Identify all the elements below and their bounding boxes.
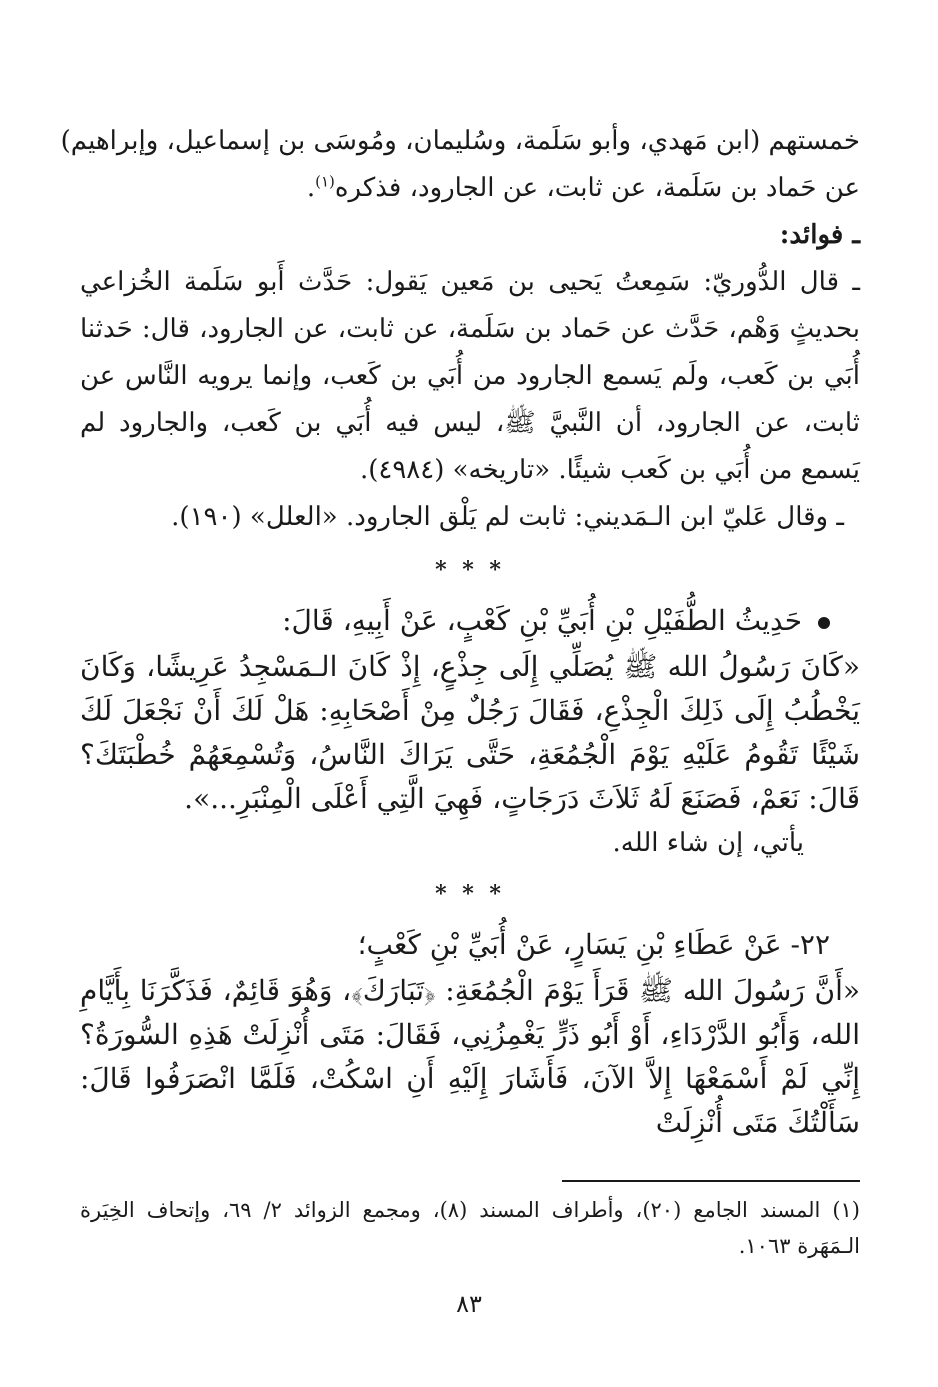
text-line-2: عن حَماد بن سَلَمة، عن ثابت، عن الجارود، فذكره$^{(١)}$. [306,172,860,203]
footnote-marker[interactable]: (١) [315,172,335,191]
hadith-heading-text: حَدِيثُ الطُّفَيْلِ بْنِ أُبَيِّ بْنِ كَعْبٍ، عَنْ أَبِيهِ، قَالَ: [282,604,802,637]
text-line-2-body: عن حَماد بن سَلَمة، عن ثابت، عن الجارود، فذكره [334,173,860,203]
hadith-22-heading: ٢٢- عَنْ عَطَاءِ بْنِ يَسَارٍ، عَنْ أُبَيِّ بْنِ كَعْبٍ؛ [357,928,830,961]
benefits-heading: ـ فوائد: [779,220,860,250]
footnote-divider [562,1180,860,1182]
paragraph-madini: ـ وقال عَليّ ابن الـمَديني: ثابت لم يَلْق الجارود. «العلل» (١٩٠). [171,502,844,532]
section-separator-2: * * * [435,881,505,907]
hadith-22-body: «أَنَّ رَسُولَ الله ﷺ قَرَأَ يَوْمَ الْجُمُعَةِ: ﴿تَبَارَكَ﴾، وَهُوَ قَائِمٌ، فَذَكَّرَنَا بِأَيَّامِ الله، وَأَبُو الدَّرْدَاءِ، أَوْ أَبُو ذَرٍّ يَغْمِزُنِي، فَقَالَ: مَتَى أُنْزِلَتْ هَذِهِ السُّورَةُ؟ إِنِّي لَمْ أَسْمَعْهَا إِلاَّ الآنَ، فَأَشَارَ إِلَيْهِ أَنِ اسْكُتْ، فَلَمَّا انْصَرَفُوا قَالَ: سَأَلْتُكَ مَتَى أُنْزِلَتْ [80,974,860,1139]
hadith-heading-tufail [80,597,860,645]
hadith-reference-note: يأتي، إن شاء الله. [612,828,804,858]
hadith-body-tufail: «كَانَ رَسُولُ الله ﷺ يُصَلِّي إِلَى جِذْعٍ، إِذْ كَانَ الـمَسْجِدُ عَرِيشًا، وَكَانَ يَخْطُبُ إِلَى ذَلِكَ الْجِذْعِ، فَقَالَ رَجُلٌ مِنْ أَصْحَابِهِ: هَلْ لَكَ أَنْ نَجْعَلَ لَكَ شَيْئًا تَقُومُ عَلَيْهِ يَوْمَ الْجُمُعَةِ، حَتَّى يَرَاكَ النَّاسُ، وَتُسْمِعَهُمْ خُطْبَتَكَ؟ قَالَ: نَعَمْ، فَصَنَعَ لَهُ ثَلاَثَ دَرَجَاتٍ، فَهِيَ الَّتِي أَعْلَى الْمِنْبَرِ...». [80,650,860,815]
text-line-1: خمستهم (ابن مَهدي، وأبو سَلَمة، وسُليمان، ومُوسَى بن إسماعيل، وإبراهيم) [60,126,860,156]
section-separator-1: * * * [435,557,505,583]
paragraph-douri: ـ قال الدُّوريّ: سَمِعتُ يَحيى بن مَعين يَقول: حَدَّث أَبو سَلَمة الخُزاعي بحديثٍ وَهْم، حَدَّث عن حَماد بن سَلَمة، عن ثابت، عن الجارود، قال: حَدثنا أُبَي بن كَعب، ولَم يَسمع الجارود من أُبَي بن كَعب، وإنما يرويه النَّاس عن ثابت، عن الجارود، أن النَّبيَّ ﷺ، ليس فيه أُبَي بن كَعب، والجارود لم يَسمع من أُبَي بن كَعب شيئًا. «تاريخه» (٤٩٨٤). [80,267,860,485]
footnote: (١) المسند الجامع (٢٠)، وأطراف المسند (٨)، ومجمع الزوائد ٢/ ٦٩، وإتحاف الخِيَرة الـمَهَرة ١٠٦٣. [80,1198,860,1258]
page-number: ٨٣ [456,1290,482,1318]
bullet-icon [818,617,830,629]
